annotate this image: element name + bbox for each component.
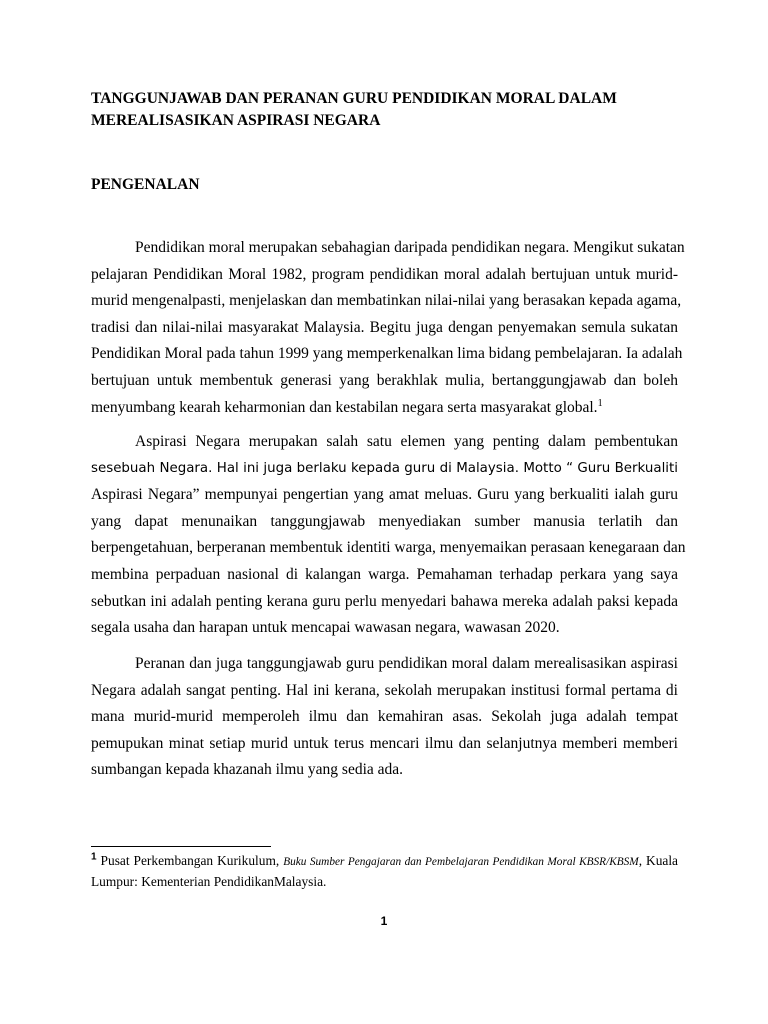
paragraph-line: tradisi dan nilai-nilai masyarakat Malaysia. Begitu juga dengan penyemakan semula sukatan [91, 318, 678, 336]
paragraph-line-text: menyumbang kearah keharmonian dan kestabilan negara serta masyarakat global. [91, 398, 598, 416]
footnote-mark: 1 [91, 851, 97, 863]
paragraph-line: Aspirasi Negara” mempunyai pengertian yang amat meluas. Guru yang berkualiti ialah guru [91, 486, 678, 504]
paragraph-line: Negara adalah sangat penting. Hal ini kerana, sekolah merupakan institusi formal pertama di [91, 681, 678, 699]
paragraph-line: yang dapat menunaikan tanggungjawab menyediakan sumber manusia terlatih dan [91, 512, 678, 530]
title-line: MEREALISASIKAN ASPIRASI NEGARA [91, 112, 381, 129]
page-number: 1 [380, 914, 388, 928]
paragraph-line: Pendidikan moral merupakan sebahagian daripada pendidikan negara. Mengikut sukatan [135, 239, 685, 256]
footnote-line [91, 851, 678, 872]
section-heading: PENGENALAN [91, 176, 200, 193]
paragraph-line: pemupukan minat setiap murid untuk terus mencari ilmu dan selanjutnya memberi memberi [91, 734, 678, 752]
paragraph-line: Aspirasi Negara merupakan salah satu elemen yang penting dalam pembentukan [135, 433, 678, 450]
paragraph-line-last [91, 395, 678, 422]
paragraph-line: bertujuan untuk membentuk generasi yang berakhlak mulia, bertanggungjawab dan boleh [91, 371, 678, 389]
footnote-reference[interactable]: 1 [597, 397, 603, 409]
paragraph-line: mana murid-murid memperoleh ilmu dan kemahiran asas. Sekolah juga adalah tempat [91, 708, 678, 726]
footnote-separator [91, 846, 271, 847]
paragraph-line: sebutkan ini adalah penting kerana guru perlu menyedari bahawa mereka adalah paksi kepada [91, 592, 678, 610]
paragraph-introduction [91, 235, 685, 421]
title-line: TANGGUNJAWAB DAN PERANAN GURU PENDIDIKAN MORAL DALAM [91, 90, 617, 107]
footnote-author: Pusat Perkembangan Kurikulum, [100, 853, 280, 868]
footnote-place-start: , Kuala [638, 853, 679, 868]
paragraph-line: segala usaha dan harapan untuk mencapai wawasan negara, wawasan 2020. [91, 619, 560, 637]
paragraph-line: pelajaran Pendidikan Moral 1982, program pendidikan moral adalah bertujuan untuk murid- [91, 265, 678, 283]
footnote [91, 851, 678, 892]
paragraph-aspirasi-negara [91, 429, 686, 642]
paragraph-line: berpengetahuan, berperanan membentuk identiti warga, menyemaikan perasaan kenegaraan dan [91, 539, 686, 557]
document-title [91, 88, 691, 132]
paragraph-line: murid mengenalpasti, menjelaskan dan membatinkan nilai-nilai yang berasakan kepada agama, [91, 292, 682, 310]
footnote-line: Lumpur: Kementerian PendidikanMalaysia. [91, 874, 327, 889]
paragraph-line: membina perpaduan nasional di kalangan warga. Pemahaman terhadap perkara yang saya [91, 565, 678, 583]
paragraph-peranan-guru [91, 651, 678, 784]
paragraph-line: Peranan dan juga tanggungjawab guru pendidikan moral dalam merealisasikan aspirasi [135, 655, 678, 672]
paragraph-line: sesebuah Negara. Hal ini juga berlaku kepada guru di Malaysia. Motto “ Guru Berkualiti [91, 460, 678, 476]
paragraph-line: sumbangan kepada khazanah ilmu yang sedia ada. [91, 761, 404, 779]
footnote-book-title: Buku Sumber Pengajaran dan Pembelajaran Pendidikan Moral KBSR/KBSM [283, 856, 639, 868]
paragraph-line: Pendidikan Moral pada tahun 1999 yang memperkenalkan lima bidang pembelajaran. Ia adalah [91, 345, 683, 363]
